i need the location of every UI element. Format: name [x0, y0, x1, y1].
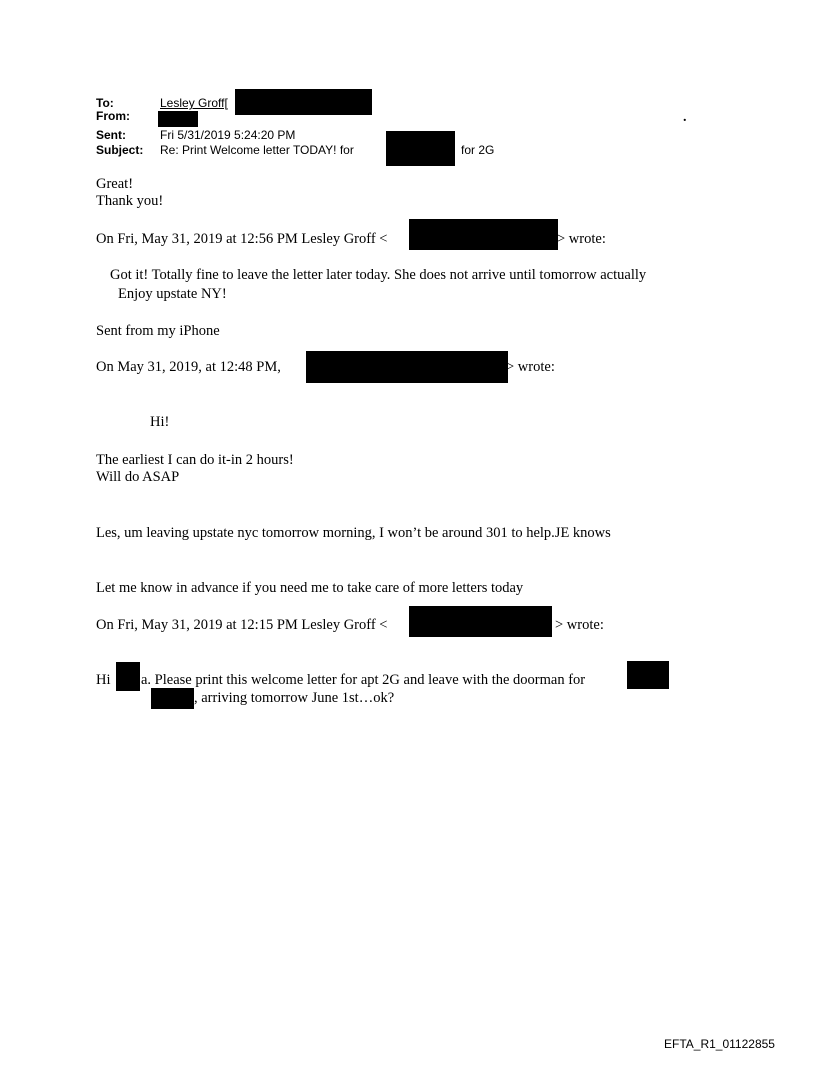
quote1-header-pre: On Fri, May 31, 2019 at 12:56 PM Lesley Groff < — [96, 231, 388, 247]
sent-label: Sent: — [96, 128, 126, 142]
to-label: To: — [96, 96, 114, 110]
hi-text: Hi! — [150, 414, 170, 430]
to-value: Lesley Groff[ — [160, 96, 228, 110]
leaving-text: Les, um leaving upstate nyc tomorrow morning, I won’t be around 301 to help.JE knows — [96, 525, 611, 541]
redaction-subject — [386, 131, 455, 166]
bates-number: EFTA_R1_01122855 — [664, 1037, 775, 1051]
quote3-header-post: > wrote: — [555, 617, 604, 633]
redaction-request-name — [116, 662, 140, 691]
signature-text: Sent from my iPhone — [96, 323, 220, 339]
quote1-line2: Enjoy upstate NY! — [118, 286, 227, 302]
quote3-header-pre: On Fri, May 31, 2019 at 12:15 PM Lesley Groff < — [96, 617, 388, 633]
subject-value-part2: for 2G — [461, 143, 495, 157]
asap-text: Will do ASAP — [96, 469, 180, 485]
quote1-header-post: > wrote: — [557, 231, 606, 247]
redaction-quote3-email — [409, 606, 552, 637]
subject-value-part1: Re: Print Welcome letter TODAY! for — [160, 143, 354, 157]
from-label: From: — [96, 109, 130, 123]
greeting-text: Great! — [96, 176, 134, 192]
earliest-text: The earliest I can do it-in 2 hours! — [96, 452, 294, 468]
redaction-quote1-email — [409, 219, 558, 250]
redaction-request-guest-2 — [151, 688, 194, 709]
request-line1: a. Please print this welcome letter for apt 2G and leave with the doorman for — [141, 672, 586, 688]
subject-label: Subject: — [96, 143, 144, 157]
quote1-line1: Got it! Totally fine to leave the letter later today. She does not arrive until tomorrow actually — [110, 267, 647, 283]
redaction-from — [158, 111, 198, 127]
let-know-text: Let me know in advance if you need me to take care of more letters today — [96, 580, 524, 596]
redaction-quote2-sender — [306, 351, 508, 383]
redaction-request-guest — [627, 661, 669, 689]
redaction-to-email — [235, 89, 372, 115]
request-line2: , arriving tomorrow June 1st…ok? — [194, 690, 395, 706]
stray-dot: . — [683, 110, 687, 125]
thanks-text: Thank you! — [96, 193, 164, 209]
quote2-header-pre: On May 31, 2019, at 12:48 PM, — [96, 359, 281, 375]
quote2-header-post: > wrote: — [506, 359, 555, 375]
sent-value: Fri 5/31/2019 5:24:20 PM — [160, 128, 296, 142]
request-hi: Hi — [96, 672, 111, 688]
